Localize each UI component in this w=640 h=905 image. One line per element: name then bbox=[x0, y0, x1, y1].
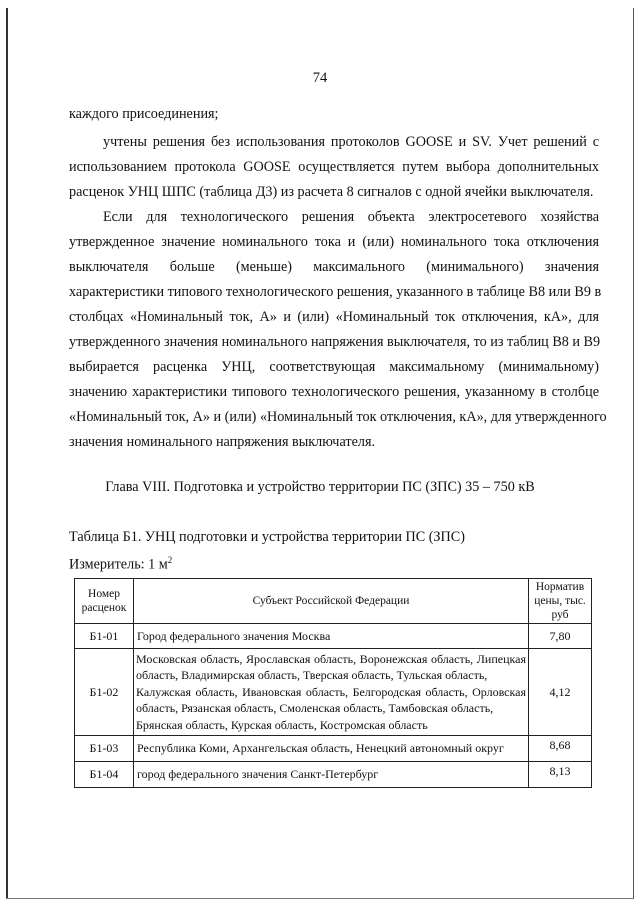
row-code: Б1-01 bbox=[75, 624, 134, 649]
subject-line: область, Рязанская область, Смоленская область, Тамбовская область, bbox=[136, 701, 494, 716]
row-subject bbox=[134, 649, 529, 736]
header-code: Номер расценок bbox=[75, 579, 134, 624]
measure-superscript: 2 bbox=[167, 555, 173, 565]
row-subject: Республика Коми, Архангельская область, Ненецкий автономный округ bbox=[134, 736, 529, 762]
text-line: «Номинальный ток, А» и (или) «Номинальный ток отключения, кА», для утвержденного bbox=[69, 409, 607, 425]
row-subject: город федерального значения Санкт-Петербург bbox=[134, 762, 529, 788]
table-header-row bbox=[75, 579, 592, 624]
subject-line: Московская область, Ярославская область, Воронежская область, Липецкая bbox=[136, 651, 526, 666]
row-code: Б1-03 bbox=[75, 736, 134, 762]
table-row bbox=[75, 624, 592, 649]
table-row bbox=[75, 649, 592, 736]
row-code: Б1-02 bbox=[75, 649, 134, 736]
text-line: утвержденного значения номинального напряжения выключателя, то из таблиц В8 и В9 bbox=[69, 334, 601, 350]
text-line: расценок УНЦ ШПС (таблица Д3) из расчета 8 сигналов с одной ячейки выключателя. bbox=[69, 184, 594, 200]
table-row bbox=[75, 736, 592, 762]
text-line: значения номинального напряжения выключателя. bbox=[69, 434, 376, 450]
text-line: Если для технологического решения объекта электросетевого хозяйства bbox=[103, 209, 599, 225]
text-line: выключателя больше (меньше) максимального (минимального) значения bbox=[69, 259, 599, 275]
text-line: использованием протокола GOOSE осуществляется путем выбора дополнительных bbox=[69, 159, 599, 175]
text-line: утвержденное значение номинального тока и (или) номинального тока отключения bbox=[69, 234, 599, 250]
text-line: каждого присоединения; bbox=[69, 106, 219, 122]
scan-left-edge bbox=[6, 8, 8, 898]
row-price: 8,68 bbox=[529, 736, 592, 762]
table-row bbox=[75, 762, 592, 788]
text-line: значению характеристики типового технологического решения, указанному в столбце bbox=[69, 384, 599, 400]
text-line: характеристики типового технологического решения, указанного в таблице В8 или В9 в bbox=[69, 284, 602, 300]
measure-prefix: Измеритель: 1 м bbox=[69, 556, 168, 573]
text-line: учтены решения без использования протоколов GOOSE и SV. Учет решений с bbox=[103, 134, 599, 150]
subject-line: Брянская область, Курская область, Костромская область bbox=[136, 717, 428, 732]
header-subject: Субъект Российской Федерации bbox=[134, 579, 529, 624]
price-table bbox=[74, 578, 592, 788]
row-price: 4,12 bbox=[529, 649, 592, 736]
page-number: 74 bbox=[312, 70, 328, 86]
scan-bottom-edge bbox=[6, 898, 634, 899]
table-caption: Таблица Б1. УНЦ подготовки и устройства территории ПС (ЗПС) bbox=[69, 529, 465, 545]
row-price: 7,80 bbox=[529, 624, 592, 649]
text-line: столбцах «Номинальный ток, А» и (или) «Номинальный ток отключения, кА», для bbox=[69, 309, 599, 325]
row-price: 8,13 bbox=[529, 762, 592, 788]
header-price: Норматив цены, тыс. руб bbox=[529, 579, 592, 624]
text-line: выбирается расценка УНЦ, соответствующая максимальному (минимальному) bbox=[69, 359, 599, 375]
subject-line: Калужская область, Ивановская область, Белгородская область, Орловская bbox=[136, 684, 526, 699]
chapter-title: Глава VIII. Подготовка и устройство территории ПС (ЗПС) 35 – 750 кВ bbox=[105, 479, 535, 495]
subject-line: область, Владимирская область, Тверская область, Тульская область, bbox=[136, 668, 488, 683]
scan-right-edge bbox=[633, 8, 634, 898]
row-subject: Город федерального значения Москва bbox=[134, 624, 529, 649]
row-code: Б1-04 bbox=[75, 762, 134, 788]
measure-unit bbox=[69, 555, 172, 574]
